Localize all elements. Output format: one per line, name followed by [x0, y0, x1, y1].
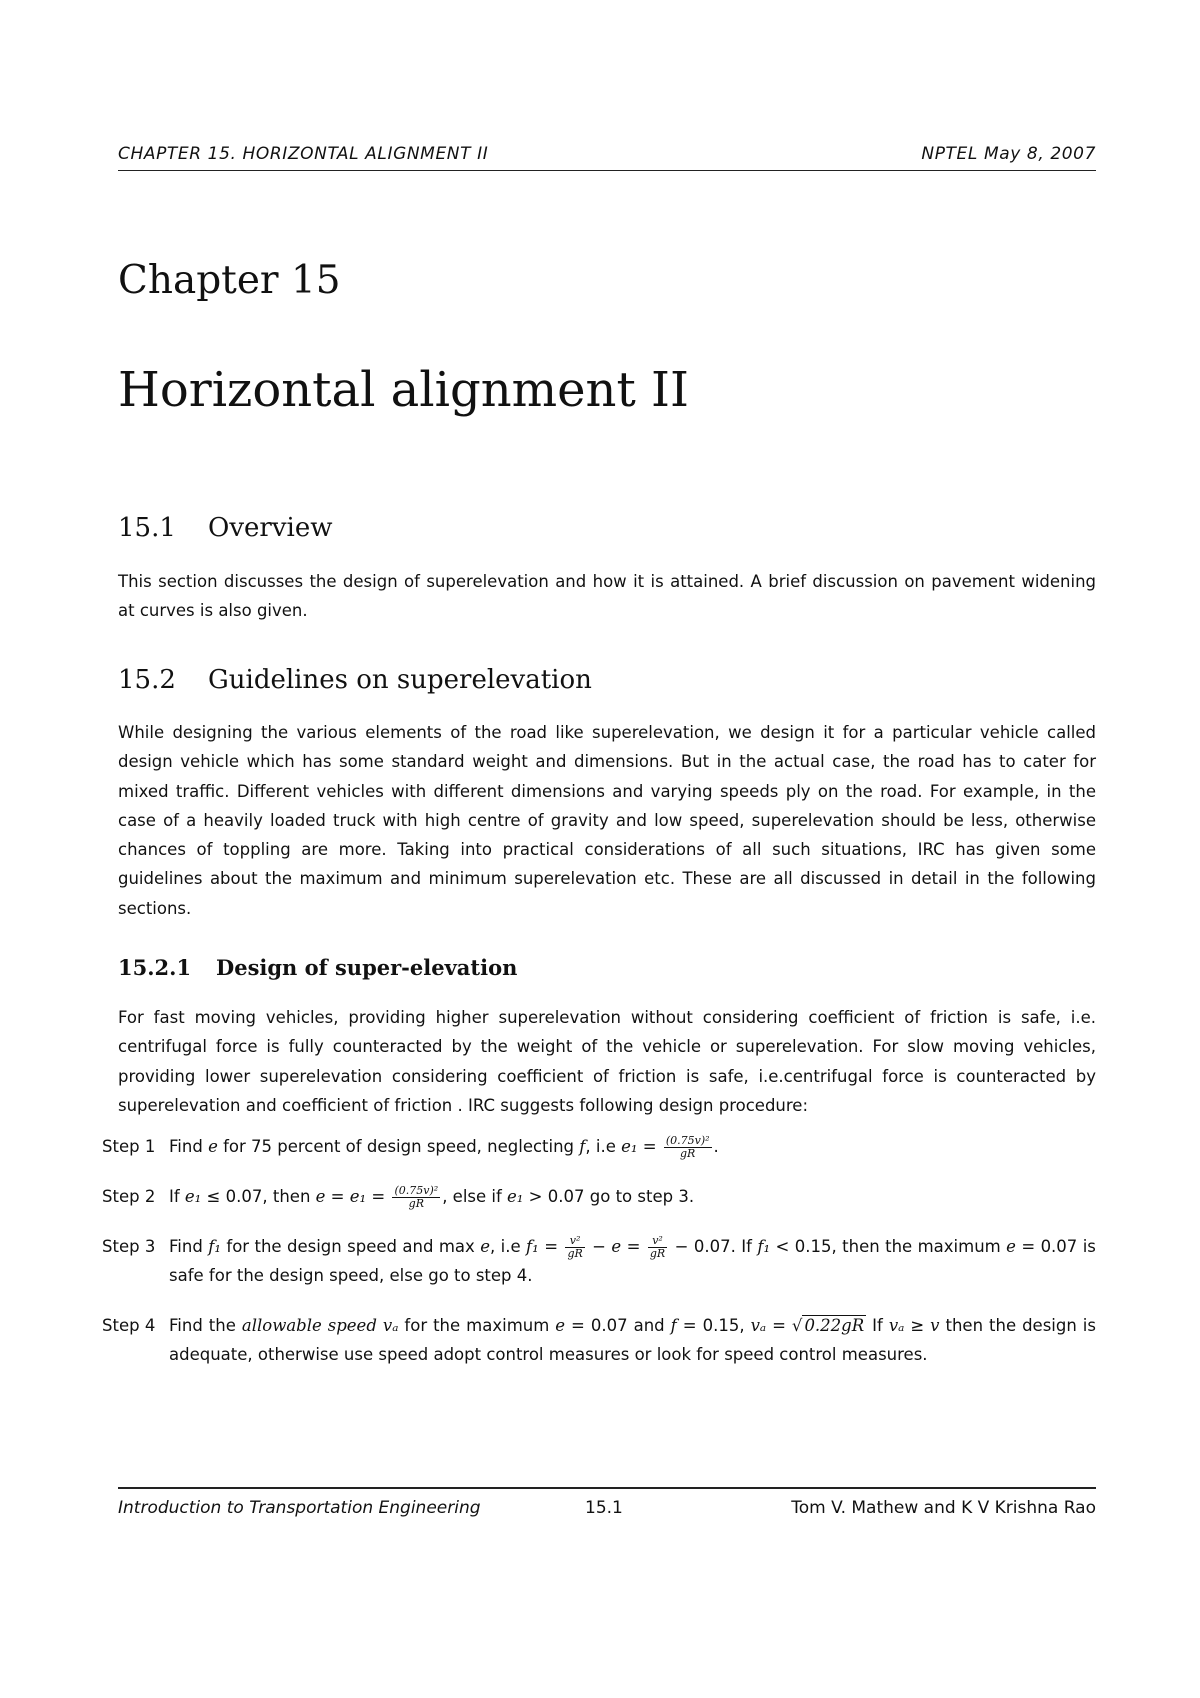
design-paragraph: For fast moving vehicles, providing higher superelevation without considering coefficient of friction is safe, i.e. centrifugal force is fully counteracted by the weight of the vehicle or superelevation. For slow moving vehicles, providing lower superelevation considering coefficient of friction is safe, i.e.centrifugal force is counteracted by superelevation and coefficient of friction . IRC suggests following design procedure:: [118, 1008, 1096, 1115]
section-title: Overview: [208, 513, 333, 543]
math-operator: =: [538, 1237, 564, 1256]
footer-authors: Tom V. Mathew and K V Krishna Rao: [791, 1498, 1096, 1518]
step-body: [169, 1132, 1096, 1161]
math-constant: 0.07: [590, 1316, 628, 1335]
math-constant: 0.15: [794, 1237, 832, 1256]
math-symbol: e: [611, 1237, 622, 1256]
math-fraction: [392, 1185, 440, 1210]
math-symbol: e₁: [184, 1187, 202, 1206]
step-text: is safe for the design speed, else go to step 4.: [169, 1237, 1096, 1285]
fraction-denominator: gR: [408, 1197, 424, 1210]
step-text: then the design is adequate, otherwise use speed adopt control measures or look for speed control measures.: [169, 1316, 1096, 1364]
step-text: Find: [169, 1237, 209, 1256]
step-3: [102, 1232, 1096, 1290]
math-constant: 0.07: [1040, 1237, 1078, 1256]
chapter-title: Horizontal alignment II: [118, 362, 689, 418]
math-operator: =: [565, 1316, 591, 1335]
step-2: [102, 1182, 1096, 1211]
math-operator: =: [325, 1187, 350, 1206]
math-symbol: e: [208, 1137, 218, 1156]
fraction-denominator: gR: [680, 1147, 696, 1160]
math-operator: ≤: [201, 1187, 226, 1206]
math-symbol: e₁: [349, 1187, 367, 1206]
step-text: for 75 percent of design speed, neglecting: [217, 1137, 580, 1156]
section-heading-overview: [118, 513, 332, 543]
math-constant: 0.07: [693, 1237, 731, 1256]
step-label: Step 2: [102, 1187, 156, 1206]
step-label: Step 4: [102, 1316, 156, 1335]
section-number: 15.1: [118, 513, 176, 543]
fraction-numerator: (0.75v)²: [394, 1184, 439, 1197]
math-symbol: e: [480, 1237, 490, 1256]
math-constant: 0.07: [225, 1187, 263, 1206]
step-body: [169, 1182, 1096, 1211]
math-operator: <: [770, 1237, 795, 1256]
math-fraction: [648, 1235, 667, 1260]
math-operator: >: [523, 1187, 548, 1206]
math-fraction: [664, 1135, 712, 1160]
math-operator: =: [366, 1187, 391, 1206]
subsection-heading-design: [118, 955, 517, 980]
sqrt-argument: 0.22gR: [804, 1316, 865, 1335]
math-constant: 0.07: [547, 1187, 585, 1206]
step-text: , then the maximum: [831, 1237, 1007, 1256]
step-text: Find: [169, 1137, 209, 1156]
chapter-label: Chapter 15: [118, 258, 341, 303]
math-operator: =: [621, 1237, 646, 1256]
math-symbol: vₐ: [888, 1316, 905, 1335]
step-text: If: [866, 1316, 889, 1335]
section-number: 15.2: [118, 665, 176, 695]
math-symbol: e: [555, 1316, 566, 1335]
math-symbol: e: [315, 1187, 326, 1206]
fraction-numerator: v²: [565, 1235, 584, 1248]
math-fraction: [565, 1235, 584, 1260]
step-text: .: [713, 1137, 719, 1156]
math-operator: =: [766, 1316, 792, 1335]
step-text: , i.e: [585, 1137, 622, 1156]
step-text: for the design speed and max: [220, 1237, 481, 1256]
math-constant: 0.15: [702, 1316, 740, 1335]
math-symbol: f: [579, 1137, 586, 1156]
math-symbol: vₐ: [750, 1316, 767, 1335]
step-label: Step 3: [102, 1237, 156, 1256]
step-text: for the maximum: [398, 1316, 556, 1335]
step-text: go to step 3.: [584, 1187, 695, 1206]
footer-page-number: 15.1: [585, 1498, 623, 1518]
math-symbol: vₐ: [382, 1316, 399, 1335]
math-operator: −: [586, 1237, 612, 1256]
subsection-title: Design of super-elevation: [216, 955, 518, 980]
fraction-numerator: v²: [648, 1235, 667, 1248]
section-heading-guidelines: [118, 665, 592, 695]
step-text: , else if: [442, 1187, 508, 1206]
section-title: Guidelines on superelevation: [208, 665, 592, 695]
math-operator: =: [676, 1316, 703, 1335]
math-operator: =: [1015, 1237, 1041, 1256]
math-operator: −: [669, 1237, 694, 1256]
step-text: If: [169, 1187, 185, 1206]
overview-paragraph: This section discusses the design of superelevation and how it is attained. A brief discussion on pavement widening at curves is also given.: [118, 572, 1096, 621]
footer-book-title: Introduction to Transportation Engineering: [118, 1498, 481, 1518]
footer-rule: [118, 1487, 1096, 1489]
math-symbol: e₁: [507, 1187, 524, 1206]
math-symbol: f₁: [757, 1237, 771, 1256]
step-body: [169, 1232, 1096, 1290]
math-operator: ≥: [904, 1316, 931, 1335]
emphasized-term: allowable speed: [241, 1316, 377, 1335]
fraction-denominator: gR: [567, 1247, 583, 1260]
step-body: [169, 1311, 1096, 1369]
math-symbol: e: [1006, 1237, 1016, 1256]
math-operator: =: [637, 1137, 662, 1156]
math-symbol: f₁: [208, 1237, 221, 1256]
fraction-denominator: gR: [649, 1247, 666, 1260]
math-symbol: f₁: [526, 1237, 539, 1256]
step-1: [102, 1132, 1096, 1161]
step-text: . If: [730, 1237, 758, 1256]
sqrt-symbol: √: [791, 1316, 803, 1335]
step-label: Step 1: [102, 1137, 156, 1156]
step-text: and: [627, 1316, 671, 1335]
step-4: [102, 1311, 1096, 1369]
subsection-number: 15.2.1: [118, 955, 192, 980]
running-header-chapter: CHAPTER 15. HORIZONTAL ALIGNMENT II: [118, 144, 489, 164]
guidelines-paragraph: While designing the various elements of the road like superelevation, we design it for a particular vehicle called design vehicle which has some standard weight and dimensions. But in the actual case, the road has to cater for mixed traffic. Different vehicles with different dimensions and varying speeds ply on the road. For example, in the case of a heavily loaded truck with high centre of gravity and low speed, superelevation should be less, otherwise chances of toppling are more. Taking into practical considerations of all such situations, IRC has given some guidelines about the maximum and minimum superelevation etc. These are all discussed in detail in the following sections.: [118, 723, 1096, 918]
step-text: Find the: [169, 1316, 242, 1335]
running-header-date: NPTEL May 8, 2007: [921, 144, 1096, 164]
math-symbol: e₁: [621, 1137, 638, 1156]
step-text: , i.e: [489, 1237, 527, 1256]
running-header: [118, 142, 1096, 171]
fraction-numerator: (0.75v)²: [665, 1134, 710, 1147]
math-symbol: f: [670, 1316, 677, 1335]
math-symbol: v: [930, 1316, 940, 1335]
step-text: , then: [262, 1187, 316, 1206]
step-text: ,: [739, 1316, 751, 1335]
